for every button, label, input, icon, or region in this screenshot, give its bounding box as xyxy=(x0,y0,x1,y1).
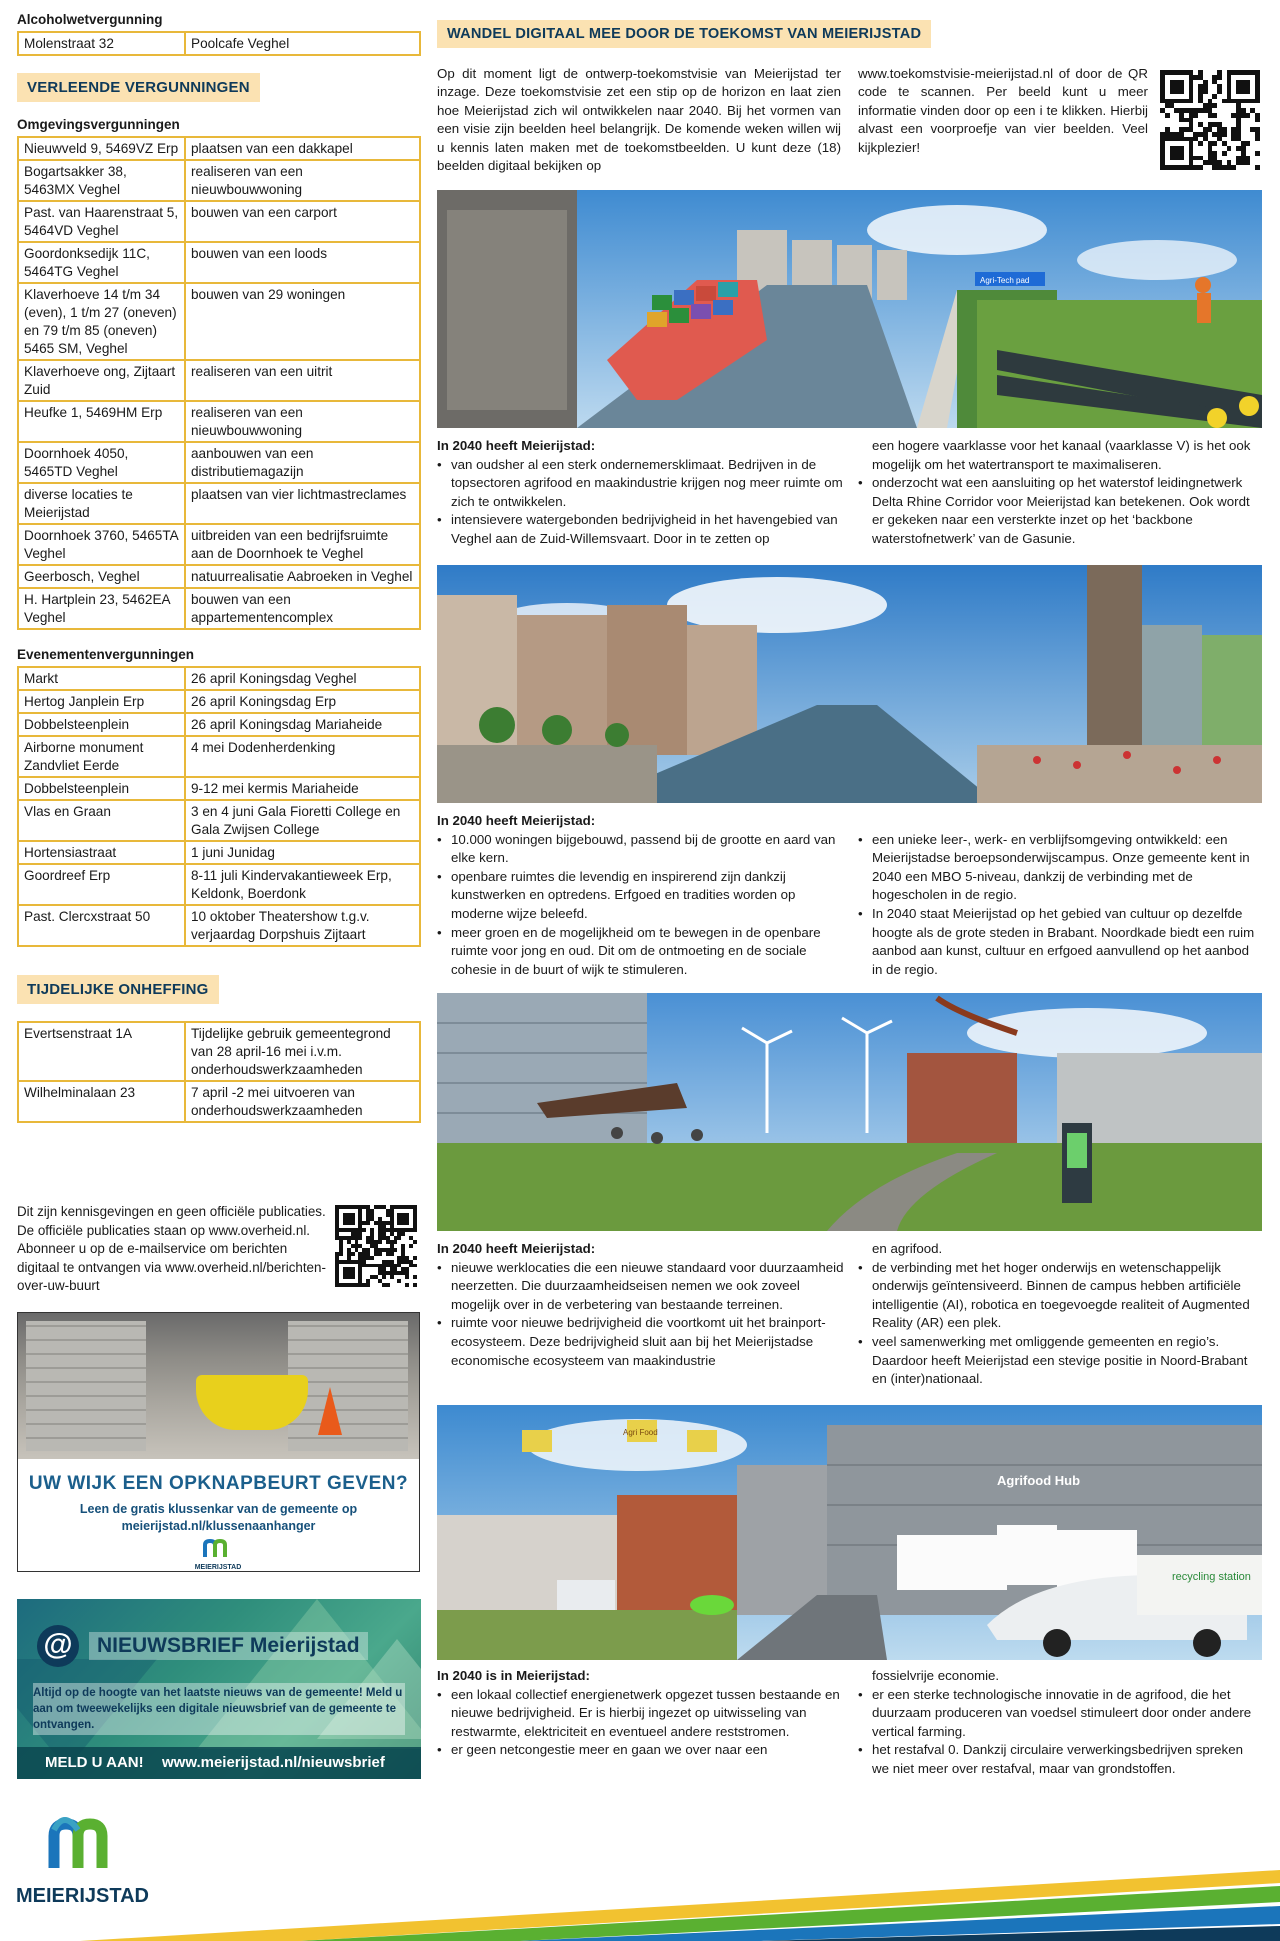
location-cell: Past. Clercxstraat 50 xyxy=(18,905,185,946)
klussen-subtext: Leen de gratis klussenkar van de gemeente op meierijstad.nl/klussenaanhanger xyxy=(79,1502,358,1533)
description-cell: 1 juni Junidag xyxy=(185,841,420,864)
table-row xyxy=(18,242,420,283)
nieuwsbrief-link[interactable]: www.meierijstad.nl/nieuwsbrief xyxy=(162,1754,385,1771)
description-cell: 9-12 mei kermis Mariaheide xyxy=(185,777,420,800)
description-cell: uitbreiden van een bedrijfsruimte aan de Doornhoek te Veghel xyxy=(185,524,420,565)
toekomstbeeld-haven[interactable] xyxy=(437,190,1262,428)
table-row xyxy=(18,667,420,690)
location-cell: Airborne monument Zandvliet Eerde xyxy=(18,736,185,777)
table-row xyxy=(18,137,420,160)
disclaimer-note: Dit zijn kennisgevingen en geen officiële publicaties. De officiële publicaties staan op www.overheid.nl. Abonneer u op de e-mailservice om berichten digitaal te ontvangen via www.overheid.nl/berichten-over-uw-buurt xyxy=(17,1204,326,1293)
location-cell: Geerbosch, Veghel xyxy=(18,565,185,588)
table-row xyxy=(18,777,420,800)
location-cell: diverse locaties te Meierijstad xyxy=(18,483,185,524)
section1-right: een hogere vaarklasse voor het kanaal (vaarklasse V) is het ook mogelijk om het watertransport te maximaliseren. • onderzocht wat een aansluiting op het waterstof leidingnetwerk Delta Rhine Corridor voor Meierijstad kan betekenen. Ook wordt er gekeken naar een versterkte inzet op het ‘backbone waterstofnetwerk’ van de Gasunie. xyxy=(858,437,1263,549)
traffic-cone-image xyxy=(318,1387,342,1435)
description-cell: Tijdelijke gebruik gemeentegrond van 28 april-16 mei i.v.m. onderhoudswerkzaamheden xyxy=(185,1022,420,1081)
svg-text:Agri-Tech pad: Agri-Tech pad xyxy=(980,276,1030,285)
location-cell: Wilhelminalaan 23 xyxy=(18,1081,185,1122)
table-row xyxy=(18,401,420,442)
meierijstad-small-logo: MEIERIJSTAD xyxy=(188,1539,248,1571)
toekomstbeeld-agrifood-hub[interactable] xyxy=(437,1405,1262,1660)
description-cell: 4 mei Dodenherdenking xyxy=(185,736,420,777)
location-cell: Dobbelsteenplein xyxy=(18,713,185,736)
location-cell: Bogartsakker 38, 5463MX Veghel xyxy=(18,160,185,201)
table-row xyxy=(18,483,420,524)
description-cell: plaatsen van vier lichtmastreclames xyxy=(185,483,420,524)
location-cell: Evertsenstraat 1A xyxy=(18,1022,185,1081)
description-cell: natuurrealisatie Aabroeken in Veghel xyxy=(185,565,420,588)
meld-aan-label[interactable]: MELD U AAN! xyxy=(45,1754,144,1771)
nieuwsbrief-text: Altijd op de hoogte van het laatste nieuws van de gemeente! Meld u aan om tweewekelijks een digitale nieuwsbrief van de gemeente te ontvangen. xyxy=(33,1683,405,1735)
qr-code-overheid[interactable] xyxy=(335,1205,417,1287)
section4-right: fossielvrije economie. • er een sterke technologische innovatie in de agrifood, die het duurzaam produceren van voedsel stimuleert door onder andere vertical farming. • het restafval 0. Dankzij circulaire verwerkingsbedrijven spreken we niet meer over restafval, maar van grondstoffen. xyxy=(858,1667,1263,1779)
klussen-headline: UW WIJK EEN OPKNAPBEURT GEVEN? xyxy=(28,1473,409,1494)
table-row xyxy=(18,1022,420,1081)
table-row xyxy=(18,1081,420,1122)
onheffing-heading: TIJDELIJKE ONHEFFING xyxy=(17,975,219,1004)
section2-left: In 2040 heeft Meierijstad: • 10.000 woningen bijgebouwd, passend bij de grootte en aard van elke kern. • openbare ruimtes die levendig en inspirerend zijn dankzij kunstwerken en optredens. Erfgoed en tradities worden op moderne wijze beleefd. • meer groen en de mogelijkheid om te bewegen in de openbare ruimte voor jong en oud. Dit om de ontmoeting en de sociale cohesie in de buurt of wijk te stimuleren. xyxy=(437,812,847,979)
description-cell: bouwen van een carport xyxy=(185,201,420,242)
left-column xyxy=(17,12,422,1123)
garage-photo xyxy=(18,1313,419,1459)
logo-wordmark: MEIERIJSTAD xyxy=(16,1885,149,1907)
location-cell: Goordonksedijk 11C, 5464TG Veghel xyxy=(18,242,185,283)
evenementen-table xyxy=(17,666,421,947)
table-row xyxy=(18,864,420,905)
omgeving-label: Omgevingsvergunningen xyxy=(17,117,180,132)
at-sign-icon: @ xyxy=(37,1625,79,1667)
description-cell: 7 april -2 mei uitvoeren van onderhoudswerkzaamheden xyxy=(185,1081,420,1122)
toekomstbeeld-kanaal[interactable] xyxy=(437,565,1262,803)
section3-right: en agrifood. • de verbinding met het hoger onderwijs en wetenschappelijk onderwijs geïntensiveerd. Binnen de campus hebben artificiële intelligentie (AI), robotica en toegevoegde realiteit of Augmented Reality (AR) een plek. • veel samenwerking met omliggende gemeenten en regio’s. Daardoor heeft Meierijstad een stevige positie in Noord-Brabant en (inter)nationaal. xyxy=(858,1240,1263,1389)
location-cell: Dobbelsteenplein xyxy=(18,777,185,800)
section2-right: • een unieke leer-, werk- en verblijfsomgeving ontwikkeld: een Meierijstadse beroepsonderwijscampus. Onze gemeente kent in 2040 een MBO 5-niveau, dankzij de verbinding met de hogescholen in de regio. • In 2040 staat Meierijstad op het gebied van cultuur op dezelfde hoogte als de grote steden in Brabant. Noordkade biedt een ruim aanbod aan kunst, cultuur en erfgoed aanvullend op het aanbod in de regio. xyxy=(858,812,1263,979)
intro-left: Op dit moment ligt de ontwerp-toekomstvisie van Meierijstad ter inzage. Deze toekomstvisie zet een stip op de horizon en laat zien hoe Meierijstad zich wil ontwikkelen naar 2040. Bij het vormen van een visie zijn beelden heel belangrijk. De komende weken willen wij u kennis laten maken met de toekomstbeelden. U kunt deze (18) beelden digitaal bekijken op xyxy=(437,66,841,174)
table-row xyxy=(18,690,420,713)
klussenkar-ad[interactable] xyxy=(17,1312,420,1572)
nieuwsbrief-cta-bar[interactable] xyxy=(17,1747,421,1779)
description-cell: realiseren van een nieuwbouwwoning xyxy=(185,401,420,442)
location-cell: H. Hartplein 23, 5462EA Veghel xyxy=(18,588,185,629)
description-cell: bouwen van een loods xyxy=(185,242,420,283)
intro-right: www.toekomstvisie-meierijstad.nl of door de QR code te scannen. Per beeld kunt u meer informatie vinden door op een i te klikken. Hierbij alvast een voorproefje van vier beelden. Veel kijkplezier! xyxy=(858,66,1148,155)
wheelbarrow-image xyxy=(196,1375,308,1430)
description-cell: realiseren van een nieuwbouwwoning xyxy=(185,160,420,201)
location-cell: Goordreef Erp xyxy=(18,864,185,905)
location-cell: Markt xyxy=(18,667,185,690)
qr-code-toekomstvisie[interactable] xyxy=(1160,70,1260,170)
alcohol-table xyxy=(17,31,421,56)
table-row xyxy=(18,588,420,629)
description-cell: 8-11 juli Kindervakantieweek Erp, Keldonk, Boerdonk xyxy=(185,864,420,905)
location-cell: Klaverhoeve 14 t/m 34 (even), 1 t/m 27 (oneven) en 79 t/m 85 (oneven) 5465 SM, Veghel xyxy=(18,283,185,360)
location-cell: Hertog Janplein Erp xyxy=(18,690,185,713)
description-cell: 10 oktober Theatershow t.g.v. verjaardag Dorpshuis Zijtaart xyxy=(185,905,420,946)
nieuwsbrief-ad[interactable] xyxy=(17,1599,421,1779)
section3-left: In 2040 heeft Meierijstad: • nieuwe werklocaties die een nieuwe standaard voor duurzaamheid neerzetten. Die duurzaamheidseisen nemen we ook zoveel mogelijk over in de verbetering van bestaande terreinen. • ruimte voor nieuwe bedrijvigheid die voortkomt uit het brainport-ecosysteem. Deze bedrijvigheid sluit aan bij het Meierijstadse economische ecosysteem van maakindustrie xyxy=(437,1240,847,1370)
location-cell: Klaverhoeve ong, Zijtaart Zuid xyxy=(18,360,185,401)
toekomstbeeld-campus[interactable] xyxy=(437,993,1262,1231)
table-row xyxy=(18,713,420,736)
bottom-swoosh-decoration xyxy=(0,1820,1280,1941)
location-cell: Past. van Haarenstraat 5, 5464VD Veghel xyxy=(18,201,185,242)
location-cell: Hortensiastraat xyxy=(18,841,185,864)
table-row xyxy=(18,565,420,588)
table-row xyxy=(18,800,420,841)
table-row xyxy=(18,524,420,565)
description-cell: bouwen van 29 woningen xyxy=(185,283,420,360)
table-row xyxy=(18,160,420,201)
table-row xyxy=(18,736,420,777)
location-cell: Nieuwveld 9, 5469VZ Erp xyxy=(18,137,185,160)
description-cell: realiseren van een uitrit xyxy=(185,360,420,401)
description-cell: 26 april Koningsdag Mariaheide xyxy=(185,713,420,736)
table-row xyxy=(18,360,420,401)
svg-text:recycling station: recycling station xyxy=(1172,1571,1251,1583)
table-row xyxy=(18,442,420,483)
svg-text:Agri Food: Agri Food xyxy=(623,1428,658,1437)
description-cell: aanbouwen van een distributiemagazijn xyxy=(185,442,420,483)
alcohol-label: Alcoholwetvergunning xyxy=(17,12,163,27)
description-cell: plaatsen van een dakkapel xyxy=(185,137,420,160)
location-cell: Doornhoek 4050, 5465TD Veghel xyxy=(18,442,185,483)
table-row xyxy=(18,841,420,864)
section1-left: In 2040 heeft Meierijstad: • van oudsher al een sterk ondernemersklimaat. Bedrijven in de topsectoren agrifood en maakindustrie krijgen nog meer ruimte om zich te ontwikkelen. • intensievere watergebonden bedrijvigheid in het havengebied van Veghel aan de Zuid-Willemsvaart. Door in te zetten op xyxy=(437,437,847,549)
meierijstad-logo xyxy=(14,1800,159,1915)
evenementen-label: Evenementenvergunningen xyxy=(17,647,195,662)
section4-left: In 2040 is in Meierijstad: • een lokaal collectief energienetwerk opgezet tussen bestaande en nieuwe bedrijvigheid. Er is hierbij ingezet op uitwisseling van restwarmte, elektriciteit en eventueel andere reststromen. • er geen netcongestie meer en gaan we over naar een xyxy=(437,1667,847,1760)
description-cell: 26 april Koningsdag Erp xyxy=(185,690,420,713)
svg-text:Agrifood Hub: Agrifood Hub xyxy=(997,1473,1081,1488)
description-cell: 26 april Koningsdag Veghel xyxy=(185,667,420,690)
toekomst-heading: WANDEL DIGITAAL MEE DOOR DE TOEKOMST VAN MEIERIJSTAD xyxy=(437,20,931,48)
location-cell: Doornhoek 3760, 5465TA Veghel xyxy=(18,524,185,565)
omgeving-table xyxy=(17,136,421,630)
location-cell: Vlas en Graan xyxy=(18,800,185,841)
description-cell: 3 en 4 juni Gala Fioretti College en Gala Zwijsen College xyxy=(185,800,420,841)
onheffing-table xyxy=(17,1021,421,1123)
verleende-heading: VERLEENDE VERGUNNINGEN xyxy=(17,73,260,102)
table-row xyxy=(18,905,420,946)
table-row: Molenstraat 32 Poolcafe Veghel xyxy=(18,32,420,55)
description-cell: bouwen van een appartementencomplex xyxy=(185,588,420,629)
table-row xyxy=(18,283,420,360)
location-cell: Heufke 1, 5469HM Erp xyxy=(18,401,185,442)
table-row xyxy=(18,201,420,242)
nieuwsbrief-title: NIEUWSBRIEF Meierijstad xyxy=(89,1632,368,1660)
